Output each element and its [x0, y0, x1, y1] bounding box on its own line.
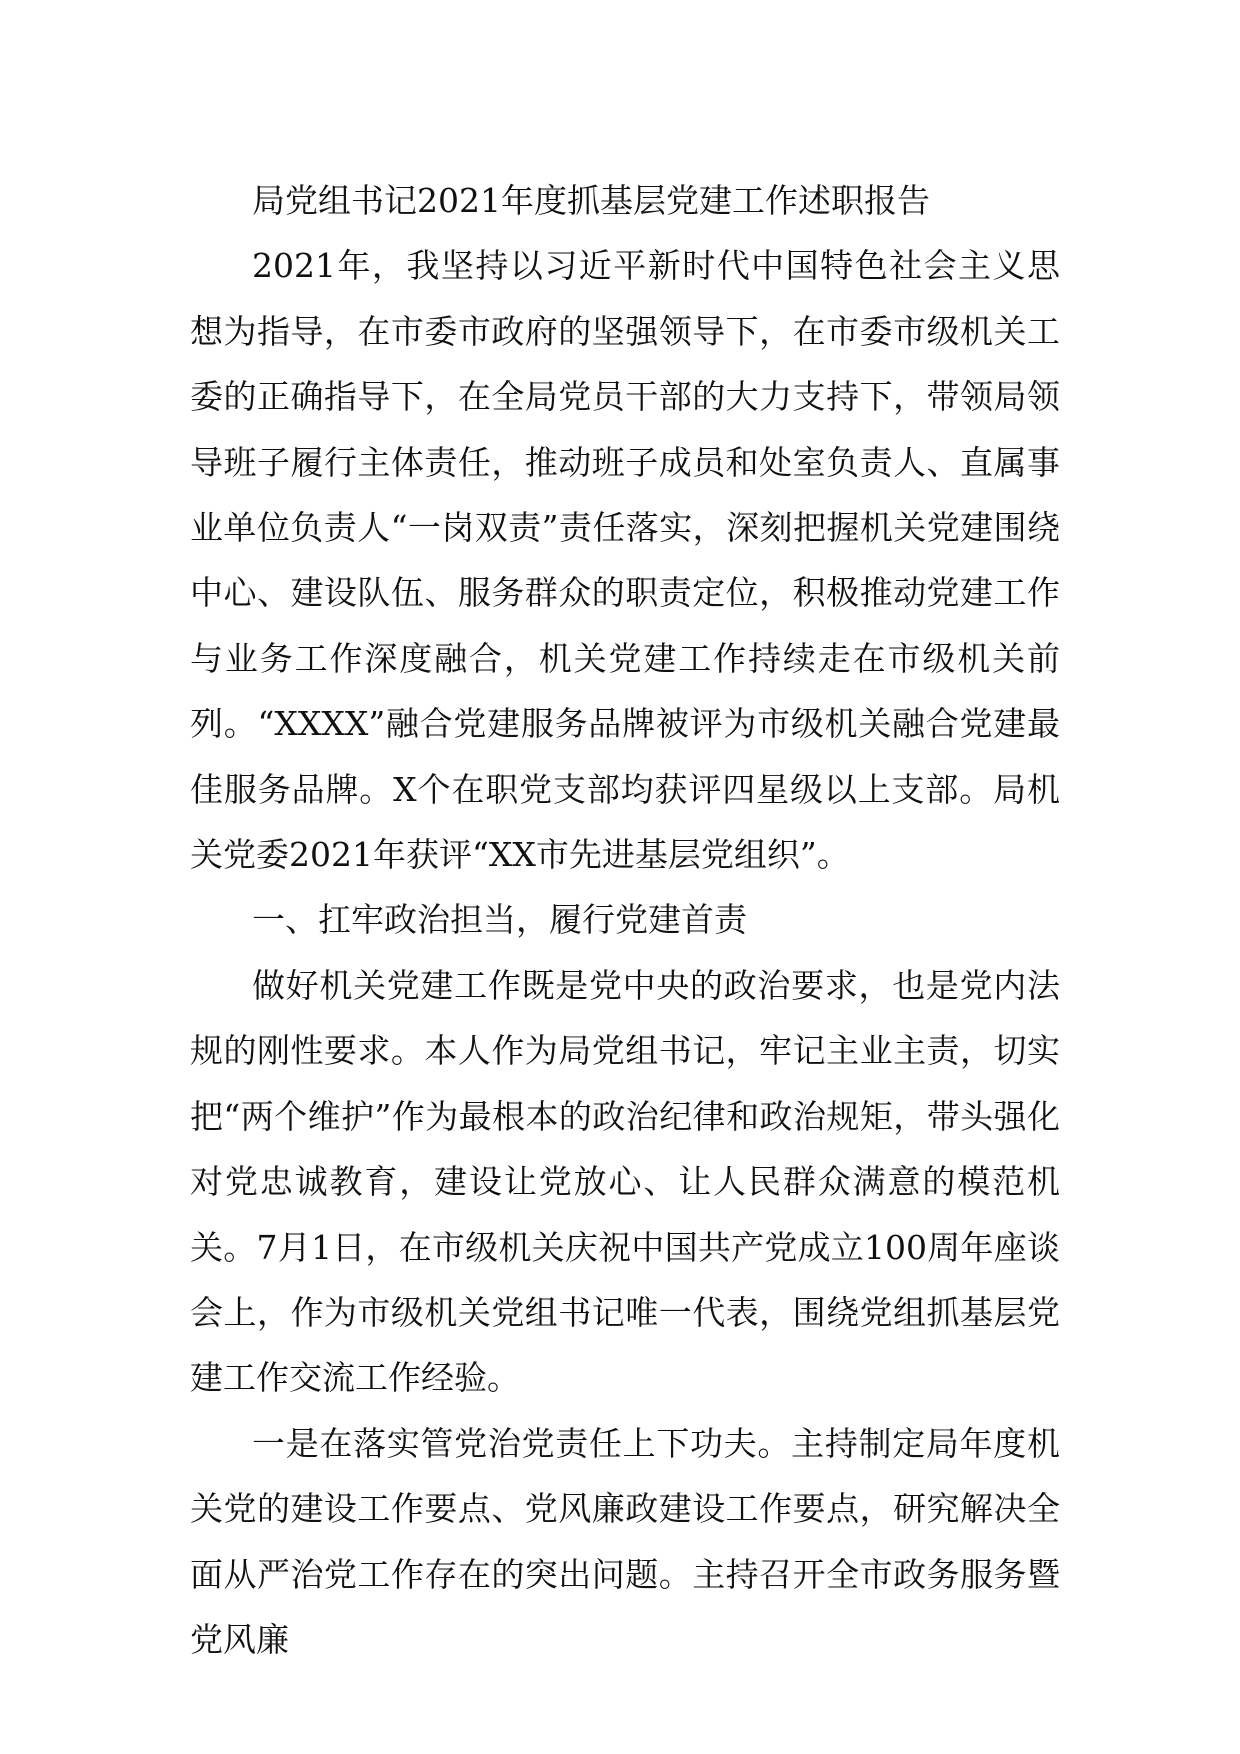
- section-heading-1: 一、扛牢政治担当，履行党建首责: [252, 900, 747, 940]
- paragraph-section-1: 做好机关党建工作既是党中央的政治要求，也是党内法规的刚性要求。本人作为局党组书记，牢记主业主责，切实把“两个维护”作为最根本的政治纪律和政治规矩，带头强化对党忠诚教育，建设让党放心、让人民群众满意的模范机关。7月1日，在市级机关庆祝中国共产党成立100周年座谈会上，作为市级机关党组书记唯一代表，围绕党组抓基层党建工作交流工作经验。: [190, 965, 1060, 1398]
- document-body: [190, 168, 1060, 1672]
- paragraph-point-1: 一是在落实管党治党责任上下功夫。主持制定局年度机关党的建设工作要点、党风廉政建设工作要点，研究解决全面从严治党工作存在的突出问题。主持召开全市政务服务暨党风廉: [190, 1423, 1060, 1659]
- paragraph-intro: 2021年，我坚持以习近平新时代中国特色社会主义思想为指导，在市委市政府的坚强领导下，在市委市级机关工委的正确指导下，在全局党员干部的大力支持下，带领局领导班子履行主体责任，推动班子成员和处室负责人、直属事业单位负责人“一岗双责”责任落实，深刻把握机关党建围绕中心、建设队伍、服务群众的职责定位，积极推动党建工作与业务工作深度融合，机关党建工作持续走在市级机关前列。“XXXX”融合党建服务品牌被评为市级机关融合党建最佳服务品牌。X个在职党支部均获评四星级以上支部。局机关党委2021年获评“XX市先进基层党组织”。: [190, 246, 1060, 875]
- document-title: 局党组书记2021年度抓基层党建工作述职报告: [252, 181, 930, 220]
